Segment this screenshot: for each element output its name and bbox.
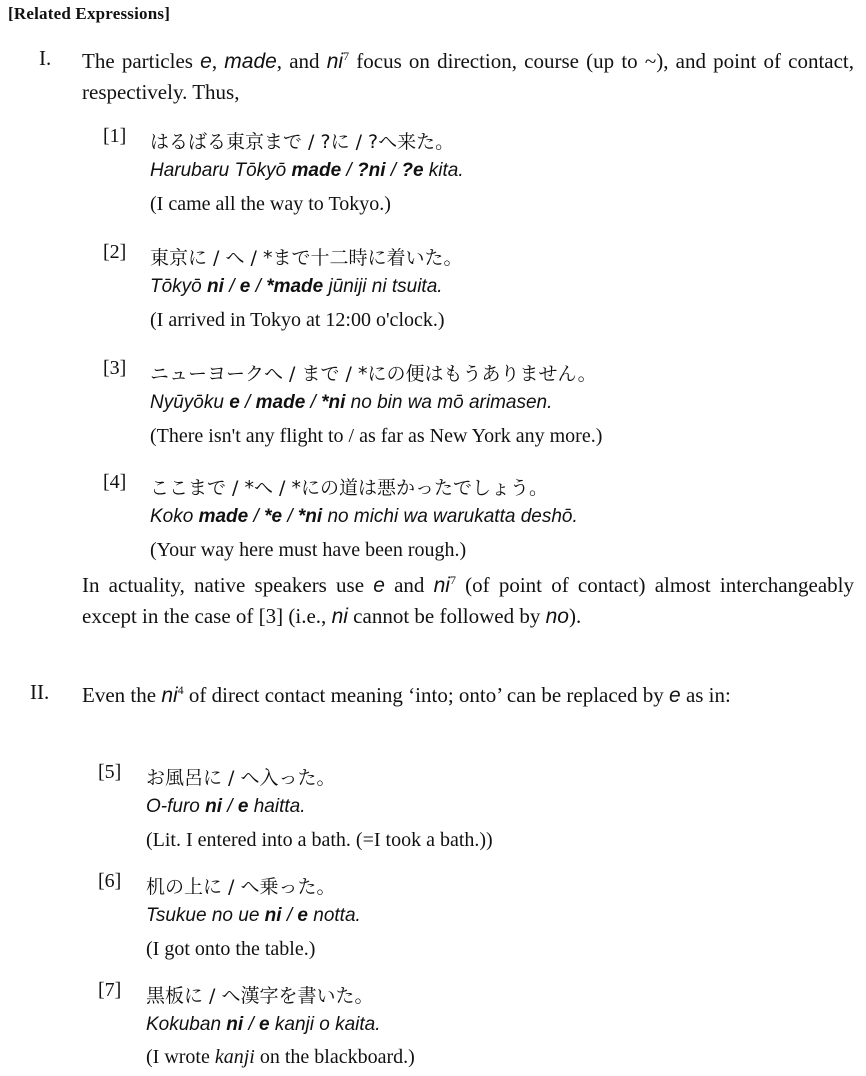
example-japanese: ニューヨークへ / まで / *にの便はもうありません。 bbox=[150, 363, 597, 385]
example-number: [7] bbox=[98, 979, 122, 1001]
example-japanese: お風呂に / へ入った。 bbox=[146, 767, 336, 789]
example-number: [1] bbox=[103, 125, 127, 147]
example-translation: (I arrived in Tokyo at 12:00 o'clock.) bbox=[150, 309, 445, 331]
example-translation: (I got onto the table.) bbox=[146, 938, 316, 960]
example-romanization: Tōkyō ni / e / *made jūniji ni tsuita. bbox=[150, 276, 443, 297]
example-romanization: Koko made / *e / *ni no michi wa warukatta deshō. bbox=[150, 506, 578, 527]
example-japanese: 東京に / へ / *まで十二時に着いた。 bbox=[150, 247, 463, 269]
section-intro: The particles e, made, and $ni^7$ focus on direction, course (up to ~), and point of contact, respectively. Thus, bbox=[82, 49, 855, 104]
example-number: [5] bbox=[98, 761, 122, 783]
example-romanization: Kokuban ni / e kanji o kaita. bbox=[146, 1014, 381, 1035]
example-japanese: ここまで / *へ / *にの道は悪かったでしょう。 bbox=[150, 477, 548, 499]
example-romanization: Nyūyōku e / made / *ni no bin wa mō arimasen. bbox=[150, 392, 553, 413]
section-numeral: I. bbox=[39, 46, 52, 70]
example-romanization: Tsukue no ue ni / e notta. bbox=[146, 905, 361, 926]
section-numeral: II. bbox=[30, 680, 50, 704]
example-romanization: O-furo ni / e haitta. bbox=[146, 796, 306, 817]
example-japanese: はるばる東京まで / ?に / ?へ来た。 bbox=[150, 131, 455, 153]
example-romanization: Harubaru Tōkyō made / ?ni / ?e kita. bbox=[150, 160, 464, 181]
example-translation: (I came all the way to Tokyo.) bbox=[150, 193, 391, 215]
example-translation: (Lit. I entered into a bath. (=I took a bath.)) bbox=[146, 829, 493, 851]
example-number: [4] bbox=[103, 471, 127, 493]
example-japanese: 机の上に / へ乗った。 bbox=[146, 876, 336, 898]
section-heading: [Related Expressions] bbox=[8, 4, 171, 23]
example-number: [2] bbox=[103, 241, 127, 263]
example-japanese: 黒板に / へ漢字を書いた。 bbox=[146, 985, 374, 1007]
section-intro: Even the $ni^4$ of direct contact meaning ‘into; onto’ can be replaced by e as in: bbox=[82, 683, 731, 707]
section-note: In actuality, native speakers use e and $ni^7$ (of point of contact) almost interchangeably except in the case of [3] (i.e., ni cannot be followed by no). bbox=[82, 573, 854, 628]
example-translation: (I wrote kanji on the blackboard.) bbox=[146, 1046, 415, 1068]
example-translation: (Your way here must have been rough.) bbox=[150, 539, 467, 561]
example-translation: (There isn't any flight to / as far as New York any more.) bbox=[150, 425, 603, 447]
example-number: [3] bbox=[103, 357, 127, 379]
example-number: [6] bbox=[98, 870, 122, 892]
